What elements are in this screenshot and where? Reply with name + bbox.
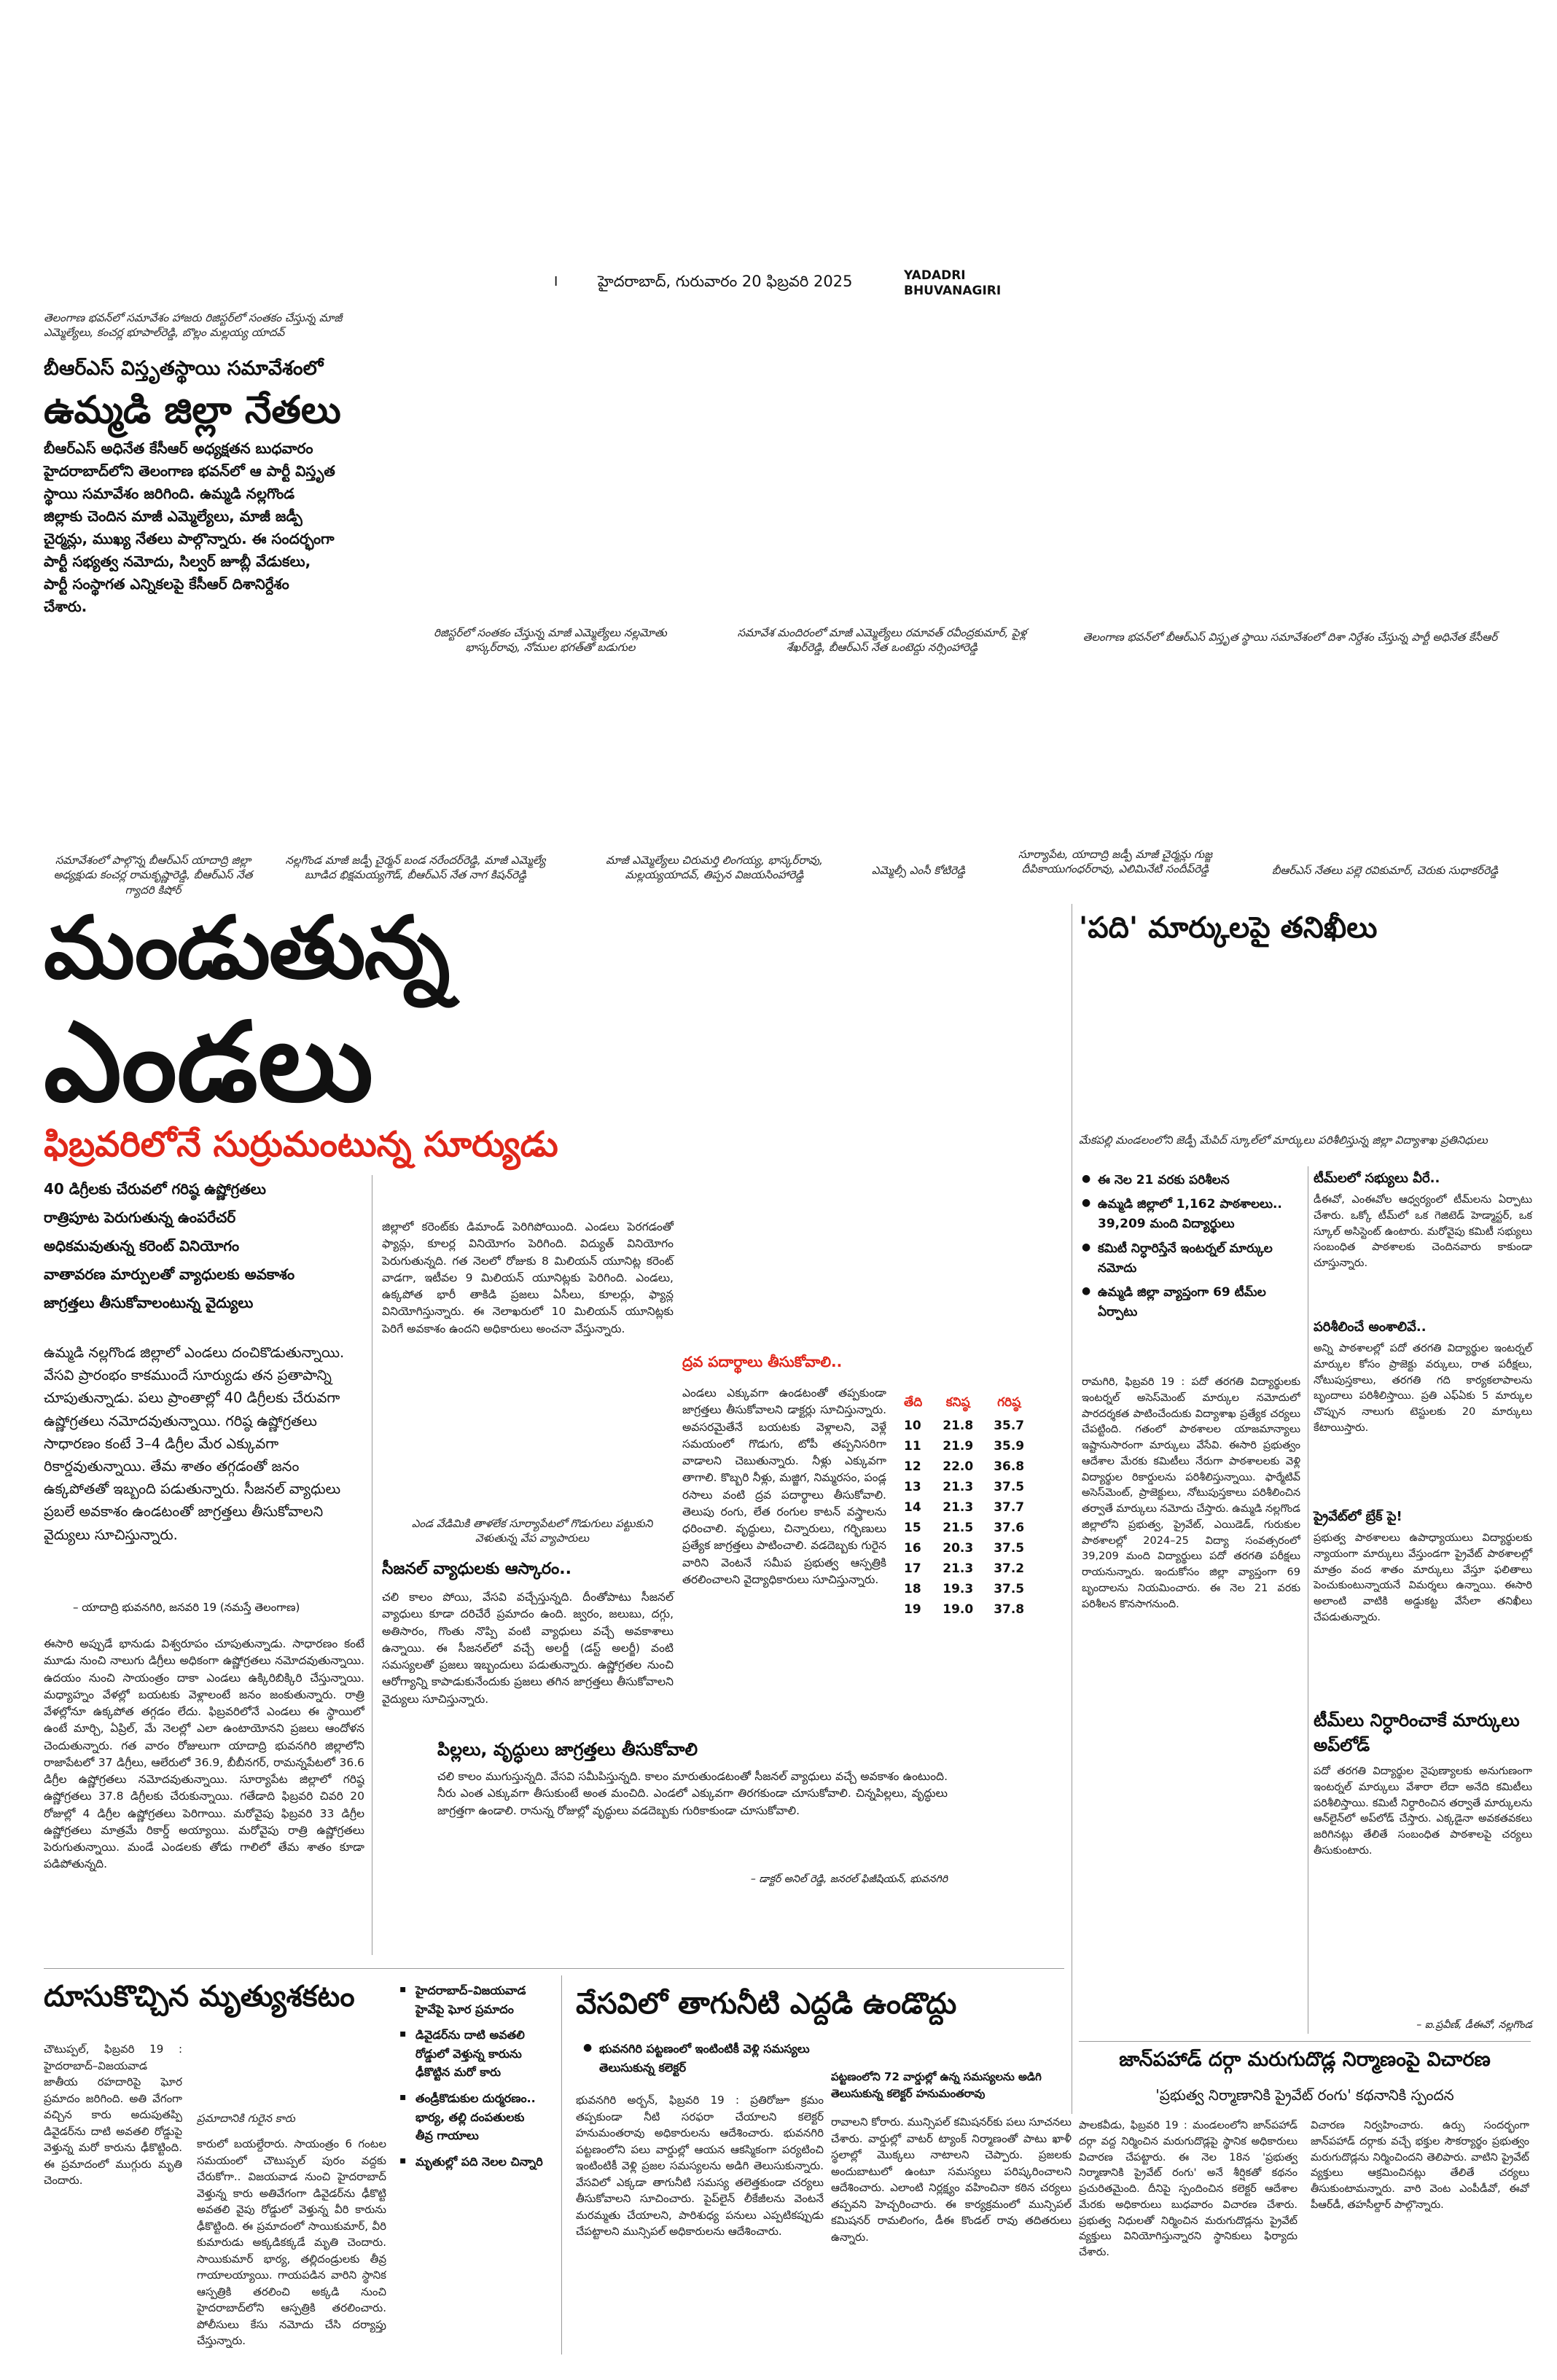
key-points [583, 2040, 846, 2077]
section-rule [1079, 2041, 1531, 2042]
bullet-item: ● ఉమ్మడి జిల్లా వ్యాప్తంగా 69 టీమ్‌ల ఏర్పాటు [1082, 1283, 1300, 1322]
table-row: 10 21.8 35.7 [904, 1419, 1025, 1433]
table-row: 14 21.3 37.7 [904, 1500, 1025, 1515]
section-title: ద్రవ పదార్థాలు తీసుకోవాలి.. [682, 1353, 843, 1370]
headline: వేసవిలో తాగునీటి ఎద్దడి ఉండొద్దు [576, 1987, 957, 2021]
section-title: పిల్లలు, వృద్ధులు జాగ్రత్తలు తీసుకోవాలి [437, 1739, 698, 1760]
photo-caption: ఎమ్మెల్సీ ఎంసీ కోటిరెడ్డి [871, 864, 966, 877]
table-row: 11 21.9 35.9 [904, 1439, 1025, 1454]
bullet-item: పట్టణంలోని 72 వార్డుల్లో ఉన్న సమస్యలను అడిగి తెలుసుకున్న కలెక్టర్ హనుమంతరావు [831, 2070, 1042, 2100]
table-header-row [894, 1392, 1034, 1416]
section-title: పరిశీలించే అంశాలివే.. [1314, 1319, 1427, 1335]
key-points [399, 1981, 545, 2178]
story-column: రావాలని కోరారు. మున్సిపల్ కమిషనర్‌కు పలు సూచనలు చేశారు. వార్డుల్లో వాటర్ ట్యాంక్ నిర్మాణంతో పాటు ఖాళీ స్థలాల్లో మొక్కలు నాటాలని చెప్పారు. ప్రజలకు అందుబాటులో ఉంటూ సమస్యలు పరిష్కరించాలని ఆదేశించారు. ఎలాంటి నిర్లక్ష్యం వహించినా కఠిన చర్యలు తప్పవని హెచ్చరించారు. ఈ కార్యక్రమంలో మున్సిపల్ కమిషనర్ రామలింగం, డీఈ కొండల్ రావు తదితరులు ఉన్నారు. [831, 2115, 1072, 2244]
highlight-item: జాగ్రత్తలు తీసుకోవాలంటున్న వైద్యులు [44, 1294, 254, 1311]
headline: జాన్‌పహాడ్ దర్గా మరుగుదొడ్ల నిర్మాణంపై విచారణ [1119, 2048, 1491, 2071]
story-column: ఈసారి అప్పుడే భానుడు విశ్వరూపం చూపుతున్నాడు. సాధారణం కంటే మూడు నుంచి నాలుగు డిగ్రీలు అధికంగా ఉష్ణోగ్రతలు నమోదవుతున్నాయి. ఉదయం నుంచి సాయంత్రం దాకా ఎండలు ఉక్కిరిబిక్కిరి చేస్తున్నాయి. మధ్యాహ్నం వేళల్లో బయటకు వెళ్లాలంటే జనం జంకుతున్నారు. రాత్రి వేళల్లోనూ ఉక్కపోత తగ్గడం లేదు. ఫిబ్రవరిలోనే ఎండలు ఈ స్థాయిలో ఉంటే మార్చి, ఏప్రిల్, మే నెలల్లో ఎలా ఉంటాయోనని ప్రజలు ఆందోళన చెందుతున్నారు. గత వారం రోజులుగా యాదాద్రి భువనగిరి జిల్లాలోని రాజాపేటలో 37 డిగ్రీలు, ఆలేరులో 36.9, బీబీనగర్, రామన్నపేటలో 36.6 డిగ్రీల ఉష్ణోగ్రతలు నమోదవుతున్నాయి. సూర్యాపేట జిల్లాలో గరిష్ఠ ఉష్ణోగ్రతలు 37.8 డిగ్రీలకు చేరుకున్నాయి. గతేడాది ఫిబ్రవరి చివరి 20 రోజుల్లో 4 డిగ్రీల ఉష్ణోగ్రతలు పెరిగాయి. మరోవైపు ఫిబ్రవరి 33 డిగ్రీల ఉష్ణోగ్రతలు మాత్రమే రికార్డ్ అయ్యాయి. మరోవైపు రాత్రి ఉష్ణోగ్రతలు పెరుగుతున్నాయి. మండే ఎండలకు తోడు గాలిలో తేమ శాతం కూడా పడిపోతున్నది. [44, 1637, 364, 1871]
key-points [1082, 1171, 1300, 1327]
masthead [554, 268, 1181, 300]
photo-caption: ఎండ వేడిమికి తాళలేక సూర్యాపేటలో గొడుగులు పట్టుకుని వెళుతున్న వేప వ్యాపారులు [411, 1517, 653, 1545]
kicker: బీఆర్ఎస్ విస్తృతస్థాయి సమావేశంలో [44, 357, 324, 380]
table-row: 18 19.3 37.5 [904, 1582, 1025, 1596]
dateline: హైదరాబాద్, గురువారం 20 ఫిబ్రవరి 2025 [598, 273, 853, 290]
photo-caption: నల్లగొండ మాజీ జడ్పీ చైర్మన్ బండ నరేందర్‌రెడ్డి, మాజీ ఎమ్మెల్యే బూడిద భిక్షమయ్యగౌడ్, బీఆర్ఎస్ నేత నాగ కిషన్‌రెడ్డి [285, 854, 546, 882]
highlights-list [44, 1175, 364, 1317]
edition-label: YADADRI BHUVANAGIRI [904, 268, 1002, 299]
story-column: చౌటుప్పల్, ఫిబ్రవరి 19 : హైదరాబాద్–విజయవాడ జాతీయ రహదారిపై ఘోర ప్రమాదం జరిగింది. అతి వేగంగా వచ్చిన కారు అదుపుతప్పి డివైడర్‌ను దాటి అవతలి రోడ్డుపై వెళ్తున్న మరో కారును ఢీకొట్టింది. ఈ ప్రమాదంలో ముగ్గురు మృతి చెందారు. [44, 2042, 182, 2187]
main-headline-line1: మండుతున్న [44, 897, 449, 998]
bullet-item: ● కమిటీ నిర్ధారిస్తేనే ఇంటర్నల్ మార్కుల నమోదు [1082, 1239, 1300, 1279]
table-row: 12 22.0 36.8 [904, 1459, 1025, 1474]
byline: – డాక్టర్ అనిల్ రెడ్డి, జనరల్ ఫిజీషియన్, భువనగిరి [750, 1873, 948, 1885]
story-column: ప్రభుత్వ పాఠశాలలు ఉపాధ్యాయులు విద్యార్థులకు న్యాయంగా మార్కులు వేస్తుండగా ప్రైవేట్ పాఠశాలల్లో మాత్రం వంద శాతం మార్కులు వేస్తూ ఫలితాలు పెంచుకుంటున్నాయనే విమర్శలు ఉన్నాయి. ఈసారి అలాంటి వాటికి అడ్డుకట్ట వేసేలా తనిఖీలు చేపడుతున్నారు. [1314, 1532, 1532, 1623]
story-column: అన్ని పాఠశాలల్లో పదో తరగతి విద్యార్థుల ఇంటర్నల్ మార్కుల కోసం ప్రాజెక్టు వర్కులు, రాత పరీక్షలు, నోటుపుస్తకాలు, తరగతి గది కార్యకలాపాలను బృందాలు పరిశీలిస్తాయి. ప్రతి ఎఫ్ఏకు 5 మార్కుల చొప్పున నాలుగు టెస్టులకు 20 మార్కులు కేటాయిస్తారు. [1314, 1343, 1532, 1434]
highlight-item: వాతావరణ మార్పులతో వ్యాధులకు అవకాశం [44, 1265, 295, 1283]
photo-caption: తెలంగాణ భవన్‌లో బీఆర్ఎస్ విస్తృత స్థాయి సమావేశంలో దిశా నిర్దేశం చేస్తున్న పార్టీ అధినేత కేసీఆర్ [1082, 631, 1498, 644]
highlight-item: రాత్రిపూట పెరుగుతున్న ఉంపరేచర్ [44, 1209, 236, 1226]
table-row: 15 21.5 37.6 [904, 1521, 1025, 1535]
photo-caption: సమావేశ మందిరంలో మాజీ ఎమ్మెల్యేలు రమావత్ రవీంద్రకుమార్, పైళ్ల శేఖర్‌రెడ్డి, బీఆర్ఎస్ నేత ఒంటెద్దు నర్సింహారెడ్డి [737, 626, 1027, 655]
story-column: ఎండలు ఎక్కువగా ఉండటంతో తప్పకుండా జాగ్రత్తలు తీసుకోవాలని డాక్టర్లు సూచిస్తున్నారు. అవసరమైతేనే బయటకు వెళ్లాలని, వెళ్లే సమయంలో గొడుగు, టోపీ తప్పనిసరిగా వాడాలని చెబుతున్నారు. నీళ్లు ఎక్కువగా తాగాలి. కొబ్బరి నీళ్లు, మజ్జిగ, నిమ్మరసం, పండ్ల రసాలు వంటి ద్రవ పదార్థాలు తీసుకోవాలి. తెలుపు రంగు, లేత రంగుల కాటన్ వస్త్రాలను ధరించాలి. వృద్ధులు, చిన్నారులు, గర్భిణులు ప్రత్యేక జాగ్రత్తలు పాటించాలి. వడదెబ్బకు గురైన వారిని వెంటనే సమీప ప్రభుత్వ ఆస్పత్రికి తరలించాలని వైద్యాధికారులు సూచిస్తున్నారు. [682, 1386, 886, 1586]
section-title: టీమ్‌లలో సభ్యులు వీరే.. [1314, 1171, 1440, 1186]
story-column: రామగిరి, ఫిబ్రవరి 19 : పదో తరగతి విద్యార్థులకు ఇంటర్నల్ అసెస్‌మెంట్ మార్కుల నమోదులో పారదర్శకత పాటించేందుకు విద్యాశాఖ ప్రత్యేక చర్యలు చేపట్టింది. గతంలో పాఠశాలల యాజమాన్యాలు ఇష్టానుసారంగా మార్కులు వేసేవి. ఈసారి ప్రభుత్వం ఆదేశాల మేరకు కమిటీలు నేరుగా పాఠశాలలకు వెళ్లి విద్యార్థుల రికార్డులను పరిశీలిస్తున్నాయి. ఫార్మేటివ్ అసెస్‌మెంట్, ప్రాజెక్టులు, నోటుపుస్తకాలు పరిశీలించిన తర్వాతే మార్కులు నమోదు చేస్తారు. ఉమ్మడి నల్లగొండ జిల్లాలోని ప్రభుత్వ, ప్రైవేట్, ఎయిడెడ్, గురుకుల పాఠశాలల్లో 2024–25 విద్యా సంవత్సరంలో 39,209 మంది విద్యార్థులు పదో తరగతి పరీక్షలు రాయనున్నారు. ఇందుకోసం జిల్లా వ్యాప్తంగా 69 బృందాలను నియమించారు. ఈ నెల 21 వరకు పరిశీలన కొనసాగనుంది. [1082, 1376, 1300, 1610]
byline: – ఐ.ప్రవీణ్, డీఈవో, నల్లగొండ [1416, 2019, 1532, 2031]
bullet-item: ▪ డివైడర్‌ను దాటి అవతలి రోడ్డులో వెళ్తున్న కారును ఢీకొట్టిన మరో కారు [399, 2026, 545, 2082]
story-column: చలి కాలం ముగుస్తున్నది. వేసవి సమీపిస్తున్నది. కాలం మారుతుండటంతో సీజనల్ వ్యాధులు వచ్చే అవకాశం ఉంటుంది. నీరు ఎంత ఎక్కువగా తీసుకుంటే అంత మంచిది. ఎండలో ఎక్కువగా తిరగకుండా చూసుకోవాలి. చిన్నపిల్లలు, వృద్ధులు జాగ్రత్తగా ఉండాలి. రానున్న రోజుల్లో వృద్ధులు వడదెబ్బకు గురికాకుండా చూసుకోవాలి. [437, 1770, 948, 1817]
column-rule [561, 1975, 562, 2354]
column-header: గరిష్ఠ [997, 1395, 1021, 1410]
page-marker: I [554, 274, 558, 289]
table-row: 16 20.3 37.5 [904, 1541, 1025, 1556]
bullet-item: ● ఈ నెల 21 వరకు పరిశీలన [1082, 1171, 1300, 1190]
table-row: 17 21.3 37.2 [904, 1561, 1025, 1576]
section-title: టీమ్‌లు నిర్ధారించాకే మార్కులు అప్‌లోడ్ [1314, 1710, 1520, 1755]
dateline: – యాదాద్రి భువనగిరి, జనవరి 19 (నమస్తే తెలంగాణ) [73, 1601, 300, 1614]
photo-caption: ప్రమాదానికి గురైన కారు [197, 2112, 295, 2125]
bullet-item: ▪ తండ్రీకొడుకుల దుర్మరణం.. భార్య, తల్లి దంపతులకు తీవ్ర గాయాలు [399, 2089, 545, 2145]
table-row: 13 21.3 37.5 [904, 1480, 1025, 1494]
section-title: సీజనల్ వ్యాధులకు ఆస్కారం.. [382, 1560, 571, 1578]
story-column: జిల్లాలో కరెంట్‌కు డిమాండ్ పెరిగిపోయింది. ఎండలు పెరగడంతో ఫ్యాన్లు, కూలర్ల వినియోగం పెరిగింది. విద్యుత్ వినియోగం పెరుగుతున్నది. గత నెలలో రోజుకు 8 మిలియన్ యూనిట్ల కరెంట్ వాడగా, ఇటీవల 9 మిలియన్ యూనిట్లకు పెరిగింది. ఎండలు, ఉక్కపోత భారీ తాకిడి ప్రజలు ఏసీలు, కూలర్లు, ఫ్యాన్ల వినియోగిస్తున్నారు. ఈ నెలాఖరులో 10 మిలియన్ యూనిట్లకు పెరిగే అవకాశం ఉందని అధికారులు అంచనా వేస్తున్నారు. [382, 1220, 674, 1335]
headline: దూసుకొచ్చిన మృత్యుశకటం [44, 1980, 355, 2013]
table-row: 19 19.0 37.8 [904, 1602, 1025, 1617]
column-header: తేది [904, 1395, 923, 1410]
red-subhead: ఫిబ్రవరిలోనే సుర్రుమంటున్న సూర్యుడు [44, 1124, 558, 1165]
column-header: కనిష్ఠ [945, 1395, 970, 1410]
highlight-item: 40 డిగ్రీలకు చేరువలో గరిష్ఠ ఉష్ణోగ్రతలు [44, 1180, 266, 1198]
lead-paragraph: ఉమ్మడి నల్లగొండ జిల్లాలో ఎండలు దంచికొడుతున్నాయి. వేసవి ప్రారంభం కాకముందే సూర్యుడు తన ప్రతాపాన్ని చూపుతున్నాడు. పలు ప్రాంతాల్లో 40 డిగ్రీలకు చేరువగా ఉష్ణోగ్రతలు నమోదవుతున్నాయి. గరిష్ఠ ఉష్ణోగ్రతలు సాధారణం కంటే 3–4 డిగ్రీల మేర ఎక్కువగా రికార్డవుతున్నాయి. తేమ శాతం తగ్గడంతో జనం ఉక్కపోతతో ఇబ్బంది పడుతున్నారు. సీజనల్ వ్యాధులు ప్రబలే అవకాశం ఉండటంతో జాగ్రత్తలు తీసుకోవాలని వైద్యులు సూచిస్తున్నారు. [44, 1344, 345, 1543]
bullet-item: ● భువనగిరి పట్టణంలో ఇంటింటికీ వెళ్లి సమస్యలు తెలుసుకున్న కలెక్టర్ [583, 2040, 846, 2077]
photo-caption: మాజీ ఎమ్మెల్యేలు చిరుమర్తి లింగయ్య, భాస్కర్‌రావు, మల్లయ్యయాదవ్, తిప్పన విజయసింహారెడ్డి [606, 854, 823, 882]
story-column: పాలకవీడు, ఫిబ్రవరి 19 : మండలంలోని జాన్‌పహాడ్ దర్గా వద్ద నిర్మించిన మరుగుదొడ్లపై స్థానిక అధికారులు విచారణ చేపట్టారు. ఈ నెల 18న 'ప్రభుత్వ నిర్మాణానికి ప్రైవేట్ రంగు' అనే శీర్షికతో కథనం ప్రచురితమైంది. దీనిపై స్పందించిన కలెక్టర్ ఆదేశాల మేరకు అధికారులు బుధవారం విచారణ చేశారు. ప్రభుత్వ నిధులతో నిర్మించిన మరుగుదొడ్లను ప్రైవేట్ వ్యక్తులు వినియోగిస్తున్నారని స్థానికులు ఫిర్యాదు చేశారు. [1079, 2120, 1298, 2258]
main-headline-line2: ఎండలు [44, 999, 373, 1126]
photo-caption: సమావేశంలో పాల్గొన్న బీఆర్ఎస్ యాదాద్రి జిల్లా అధ్యక్షుడు కంచర్ల రామకృష్ణారెడ్డి, బీఆర్ఎస్ నేత గ్యాదరి కిషోర్ [53, 854, 253, 897]
bullet-item: ▪ హైదరాబాద్–విజయవాడ హైవేపై ఘోర ప్రమాదం [399, 1981, 545, 2018]
highlight-item: అధికమవుతున్న కరెంట్ వినియోగం [44, 1237, 240, 1255]
story-column: చలి కాలం పోయి, వేసవి వచ్చేస్తున్నది. దీంతోపాటు సీజనల్ వ్యాధులు కూడా దరిచేరే ప్రమాదం ఉంది. జ్వరం, జలుబు, దగ్గు, అతిసారం, గొంతు నొప్పి వంటి వ్యాధులు వచ్చే అవకాశాలు ఉన్నాయి. ఈ సీజనల్‌లో వచ్చే అలర్జీ (డస్ట్ అలర్జీ) వంటి సమస్యలతో ప్రజలు ఇబ్బందులు పడుతున్నారు. ఉష్ణోగ్రతల నుంచి ఆరోగ్యాన్ని కాపాడుకునేందుకు ప్రజలు తగిన జాగ్రత్తలు తీసుకోవాలని వైద్యులు సూచిస్తున్నారు. [382, 1591, 674, 1706]
story-body: బీఆర్ఎస్ అధినేత కేసీఆర్ అధ్యక్షతన బుధవారం హైదరాబాద్‌లోని తెలంగాణ భవన్‌లో ఆ పార్టీ విస్తృత స్థాయి సమావేశం జరిగింది. ఉమ్మడి నల్లగొండ జిల్లాకు చెందిన మాజీ ఎమ్మెల్యేలు, మాజీ జడ్పీ చైర్మన్లు, ముఖ్య నేతలు పాల్గొన్నారు. ఈ సందర్భంగా పార్టీ సభ్యత్వ నమోదు, సిల్వర్ జూబ్లీ వేడుకలు, పార్టీ సంస్థాగత ఎన్నికలపై కేసీఆర్ దిశానిర్దేశం చేశారు. [44, 440, 335, 615]
photo-caption: బీఆర్ఎస్ నేతలు పల్లె రవికుమార్, చెరుకు సుధాకర్‌రెడ్డి [1271, 864, 1499, 877]
photo-caption: సూర్యాపేట, యాదాద్రి జడ్పీ మాజీ చైర్మన్లు గుజ్జ దీపికాయుగంధర్‌రావు, ఎలిమినేటి సందీప్‌రెడ్డి [1018, 848, 1213, 876]
headline: ఉమ్మడి జిల్లా నేతలు [44, 389, 341, 432]
story-column: కారులో బయల్దేరారు. సాయంత్రం 6 గంటల సమయంలో చౌటుప్పల్ పురం వద్దకు చేరుకోగా.. విజయవాడ నుంచి హైదరాబాద్ వెళ్తున్న కారు అతివేగంగా డివైడర్‌ను ఢీకొట్టి అవతలి వైపు రోడ్డులో వెళ్తున్న వీరి కారును ఢీకొట్టింది. ఈ ప్రమాదంలో సాయికుమార్, వీరి కుమారుడు అక్కడికక్కడే మృతి చెందారు. సాయికుమార్ భార్య, తల్లిదండ్రులకు తీవ్ర గాయాలయ్యాయి. గాయపడిన వారిని స్థానిక ఆస్పత్రికి తరలించి అక్కడి నుంచి హైదరాబాద్‌లోని ఆస్పత్రికి తరలించారు. పోలీసులు కేసు నమోదు చేసి దర్యాప్తు చేస్తున్నారు. [197, 2137, 386, 2347]
photo-caption: తెలంగాణ భవన్‌లో సమావేశం హాజరు రిజిస్టర్‌లో సంతకం చేస్తున్న మాజీ ఎమ్మెల్యేలు, కంచర్ల భూపాల్‌రెడ్డి, బొల్లం మల్లయ్య యాదవ్ [44, 311, 343, 340]
story-column: భువనగిరి అర్బన్, ఫిబ్రవరి 19 : ప్రతిరోజూ క్రమం తప్పకుండా నీటి సరఫరా చేయాలని కలెక్టర్ హనుమంతరావు అధికారులను ఆదేశించారు. భువనగిరి పట్టణంలోని పలు వార్డుల్లో ఆయన ఆకస్మికంగా పర్యటించి ఇంటింటికీ వెళ్లి ప్రజల సమస్యలను అడిగి తెలుసుకున్నారు. వేసవిలో ఎక్కడా తాగునీటి సమస్య తలెత్తకుండా చర్యలు తీసుకోవాలని సూచించారు. పైప్‌లైన్ లీకేజీలను వెంటనే మరమ్మతు చేయాలని, పారిశుధ్య పనులు ఎప్పటికప్పుడు చేపట్టాలని మున్సిపల్ అధికారులను ఆదేశించారు. [576, 2094, 824, 2238]
story-column: పదో తరగతి విద్యార్థుల నైపుణ్యాలకు అనుగుణంగా ఇంటర్నల్ మార్కులు వేశారా లేదా అనేది కమిటీలు పరిశీలిస్తాయి. కమిటీ నిర్ధారించిన తర్వాతే మార్కులను ఆన్‌లైన్‌లో అప్‌లోడ్ చేస్తారు. ఎక్కడైనా అవకతవకలు జరిగినట్లు తేలితే సంబంధిత పాఠశాలపై చర్యలు తీసుకుంటారు. [1314, 1766, 1532, 1857]
headline: 'పది' మార్కులపై తనిఖీలు [1079, 911, 1378, 945]
bullet-item: ● ఉమ్మడి జిల్లాలో 1,162 పాఠశాలలు.. 39,209 మంది విద్యార్థులు [1082, 1195, 1300, 1234]
photo-caption: రిజిస్టర్‌లో సంతకం చేస్తున్న మాజీ ఎమ్మెల్యేలు నల్లమోతు భాస్కర్‌రావు, నోముల భగత్‌తో బడుగుల [434, 626, 667, 655]
photo-caption: మేకపల్లి మండలంలోని జెడ్పీ మేపిద్ స్కూల్‌లో మార్కులు పరిశీలిస్తున్న జిల్లా విద్యాశాఖ ప్రతినిధులు [1079, 1134, 1488, 1147]
temperature-table [894, 1392, 1034, 1620]
subhead: 'ప్రభుత్వ నిర్మాణానికి ప్రైవేట్ రంగు' కథనానికి స్పందన [1155, 2086, 1454, 2104]
section-title: ప్రైవేట్‌లో బ్రేక్ పై! [1314, 1509, 1402, 1524]
story-column: డీఈవో, ఎంఈవోల ఆధ్వర్యంలో టీమ్‌లను ఏర్పాటు చేశారు. ఒక్కో టీమ్‌లో ఒక గెజిటెడ్ హెడ్మాస్టర్, ఒక స్కూల్ అసిస్టెంట్ ఉంటారు. మరోవైపు కమిటీ సభ్యులు సంబంధిత పాఠశాలకు చెందినవారు కాకుండా చూస్తున్నారు. [1314, 1194, 1532, 1269]
story-column: విచారణ నిర్వహించారు. ఉర్సు సందర్భంగా జాన్‌పహాడ్ దర్గాకు వచ్చే భక్తుల సౌకర్యార్థం ప్రభుత్వం మరుగుదొడ్లను నిర్మించిందని తెలిపారు. వాటిని ప్రైవేట్ వ్యక్తులు ఆక్రమించినట్లు తేలితే చర్యలు తీసుకుంటామన్నారు. వారి వెంట ఎంపీడీవో, ఈవో పీఆర్‌డీ, తహసీల్దార్ పాల్గొన్నారు. [1311, 2120, 1529, 2211]
section-rule [44, 1968, 1064, 1969]
bullet-item: ▪ మృతుల్లో పది నెలల చిన్నారి [399, 2153, 545, 2172]
